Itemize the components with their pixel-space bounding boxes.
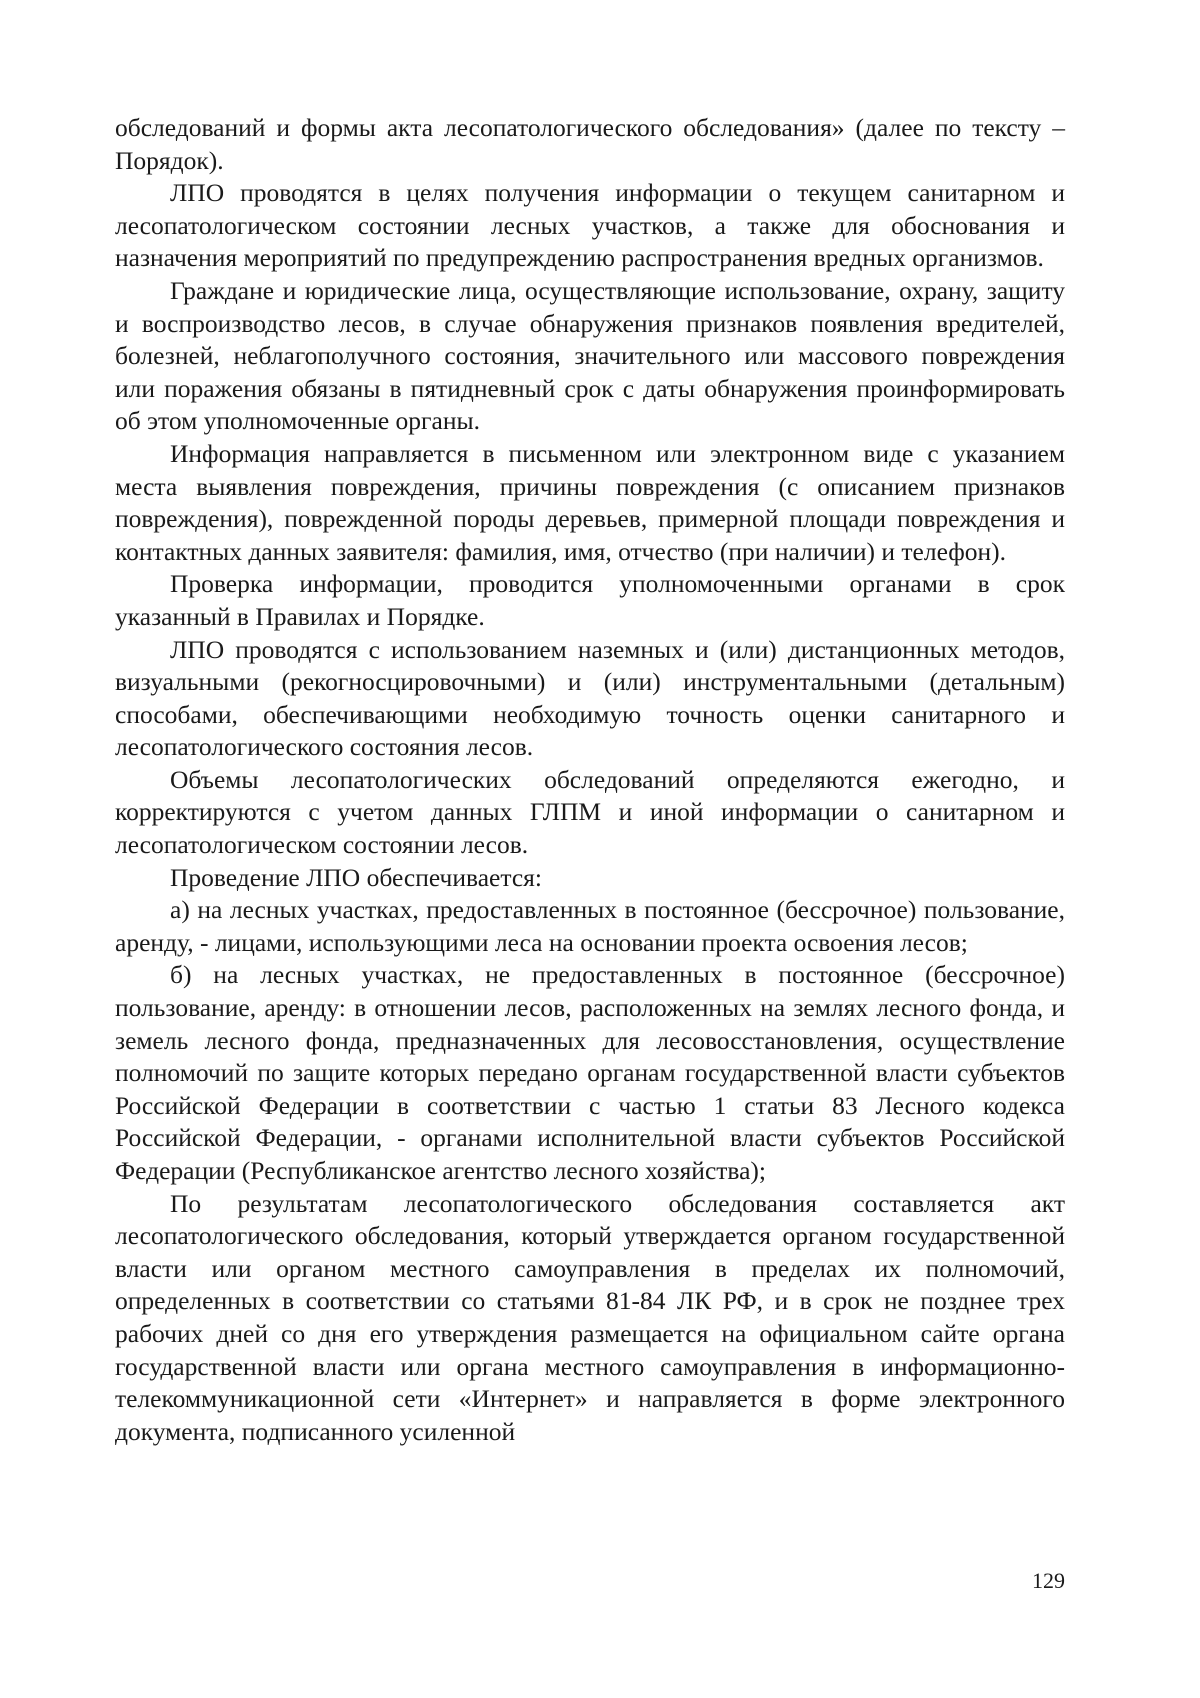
paragraph-information-format: Информация направляется в письменном или электронном виде с указанием места выявления повреждения, причины повреждения (с описанием признаков повреждения), поврежденной породы деревьев, примерной площади повреждения и контактных данных заявителя: фамилия, имя, отчество (при наличии) и телефон).: [115, 438, 1065, 566]
document-body: [115, 112, 1065, 1448]
paragraph-continuation: обследований и формы акта лесопатологического обследования» (далее по тексту – Порядок).: [115, 113, 1065, 175]
paragraph-lpo-methods: ЛПО проводятся с использованием наземных и (или) дистанционных методов, визуальными (рекогносцировочными) и (или) инструментальными (детальным) способами, обеспечивающими необходимую точность оценки санитарного и лесопатологического состояния лесов.: [115, 634, 1065, 762]
paragraph-citizens-obligation: Граждане и юридические лица, осуществляющие использование, охрану, защиту и воспроизводство лесов, в случае обнаружения признаков появления вредителей, болезней, неблагополучного состояния, значительного или массового повреждения или поражения обязаны в пятидневный срок с даты обнаружения проинформировать об этом уполномоченные органы.: [115, 275, 1065, 436]
paragraph-item-a: а) на лесных участках, предоставленных в постоянное (бессрочное) пользование, аренду, - лицами, использующими леса на основании проекта освоения лесов;: [115, 895, 1065, 957]
paragraph-information-check: Проверка информации, проводится уполномоченными органами в срок указанный в Правилах и Порядке.: [115, 569, 1065, 631]
paragraph-survey-results: По результатам лесопатологического обследования составляется акт лесопатологического обследования, который утверждается органом государственной власти или органом местного самоуправления в пределах их полномочий, определенных в соответствии со статьями 81-84 ЛК РФ, и в срок не позднее трех рабочих дней со дня его утверждения размещается на официальном сайте органа государственной власти или органа местного самоуправления в информационно-телекоммуникационной сети «Интернет» и направляется в форме электронного документа, подписанного усиленной: [115, 1188, 1065, 1446]
paragraph-lpo-purpose: ЛПО проводятся в целях получения информации о текущем санитарном и лесопатологическом состоянии лесных участков, а также для обоснования и назначения мероприятий по предупреждению распространения вредных организмов.: [115, 178, 1065, 273]
paragraph-survey-volumes: Объемы лесопатологических обследований определяются ежегодно, и корректируются с учетом данных ГЛПМ и иной информации о санитарном и лесопатологическом состоянии лесов.: [115, 764, 1065, 860]
page-number: 129: [1032, 1568, 1065, 1593]
paragraph-item-b: б) на лесных участках, не предоставленных в постоянное (бессрочное) пользование, аренду: в отношении лесов, расположенных на землях лесного фонда, и земель лесного фонда, предназначенных для лесовосстановления, осуществление полномочий по защите которых передано органам государственной власти субъектов Российской Федерации в соответствии с частью 1 статьи 83 Лесного кодекса Российской Федерации, - органами исполнительной власти субъектов Российской Федерации (Республиканское агентство лесного хозяйства);: [115, 960, 1065, 1185]
paragraph-lpo-provision: Проведение ЛПО обеспечивается:: [170, 862, 542, 892]
